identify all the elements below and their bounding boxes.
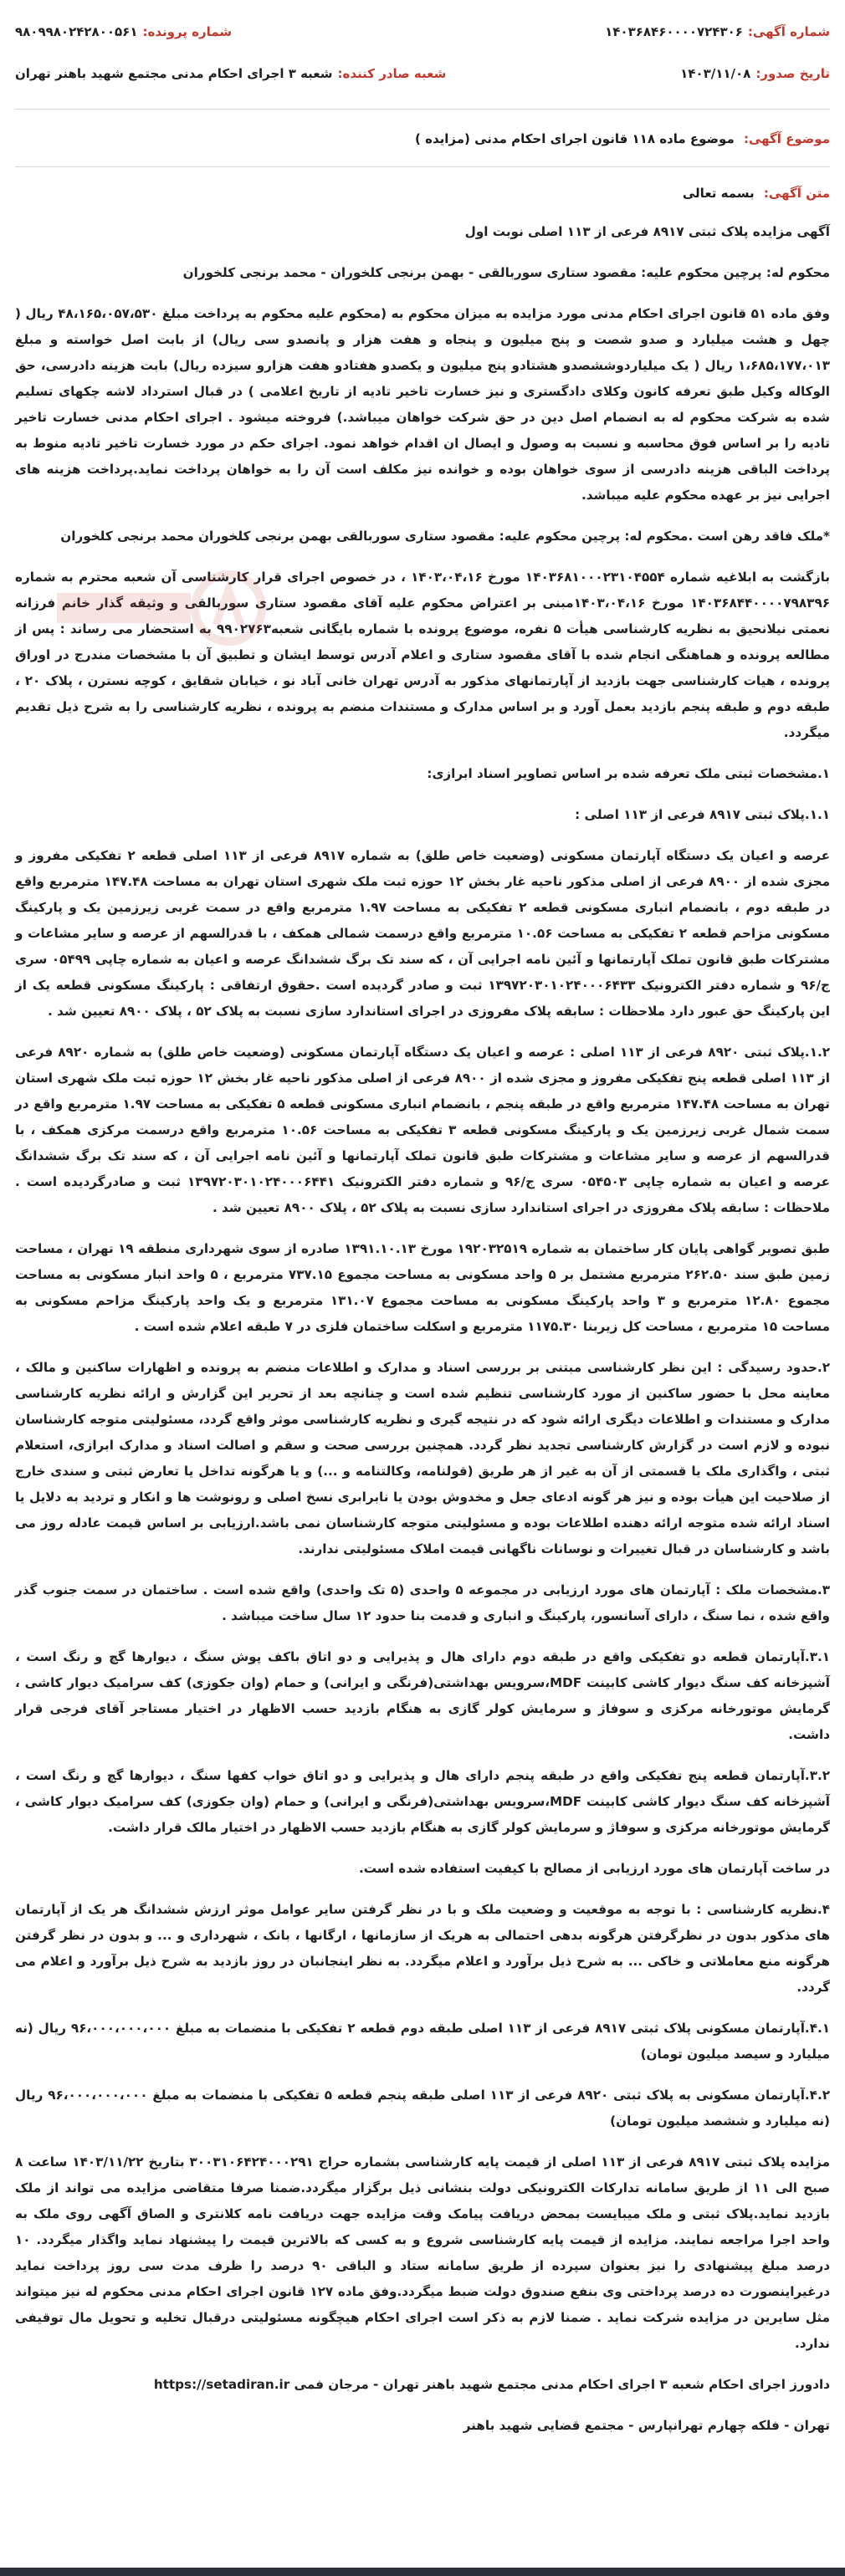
paragraph: ۴.نظریه کارشناسی : با توجه به موقعیت و وضعیت ملک و با در نظر گرفتن سایر عوامل موثر ارزش ششدانگ هر یک از آپارتمان های مذکور بدون در نظرگرفتن هرگونه بدهی احتمالی به هریک از سازمانها ، ارگانها ، بانک ، شهرداری و ... و بدون در نظر گرفتن هرگونه منع معاملاتی و خاکی ... به شرح ذیل برآورد و اعلام میگردد. به نظر اینجانبان در روز بازدید به شرح ذیل برآورد و اعلام می گردد. xyxy=(15,1902,830,1995)
issuing-branch-value: شعبه ۳ اجرای احکام مدنی مجتمع شهید باهنر تهران xyxy=(15,66,333,81)
issue-date xyxy=(680,66,830,81)
footer-bar xyxy=(0,2568,845,2576)
paragraph: ۳.۲.آپارتمان قطعه پنج تفکیکی واقع در طبقه پنجم دارای هال و پذیرایی و دو اتاق خواب کفها سنگ ، دیوارها گچ و رنگ است ، آشپزخانه کف سنگ دیوار کاشی کابینت MDF،سرویس بهداشتی(فرنگی و ایرانی) و حمام (وان جکوزی) کف سرامیک دیوار کاشی ، گرمایش موتورخانه مرکزی و سوفاژ و سرمایش کولر گازی به هنگام بازدید حسب الاظهار در اختیار مالک قرار داشت. xyxy=(15,1768,830,1835)
paragraph: ۱.مشخصات ثبتی ملک تعرفه شده بر اساس تصاویر اسناد ابرازی: xyxy=(427,766,830,781)
issue-date-label: تاریخ صدور: xyxy=(755,66,830,81)
ad-number-label: شماره آگهی: xyxy=(747,24,830,39)
case-number-value: ۹۸۰۹۹۸۰۲۴۲۸۰۰۵۶۱ xyxy=(15,24,138,39)
paragraph: مزایده پلاک ثبتی ۸۹۱۷ فرعی از ۱۱۳ اصلی از قیمت پایه کارشناسی بشماره حراج ۳۰۰۳۱۰۶۴۲۴۰۰۰۲۹۱ بتاریخ ۱۴۰۳/۱۱/۲۲ ساعت ۸ صبح الی ۱۱ از طریق سامانه تدارکات الکترونیکی دولت بنشانی ذیل برگزار میگردد.ضمنا صرفا متقاضی مزایده می تواند از ملک بازدید نماید.پلاک ثبتی و ملک میبایست بمحض دریافت پیامک وقت مزایده جهت دریافت نامه کلانتری و الصاق آگهی روی ملک به واحد اجرا مراجعه نمایند. مزایده از قیمت پایه کارشناسی شروع و به کسی که بالاترین قیمت را پیشنهاد نماید واگذار میگردد. ۱۰ درصد مبلغ پیشنهادی را نیز بعنوان سپرده از طریق سامانه ستاد و الباقی ۹۰ درصد را ظرف مدت سی روز پرداخت نماید درغیراینصورت ده درصد پرداختی وی بنفع صندوق دولت ضبط میگردد.وفق ماده ۱۲۷ قانون اجرای احکام مدنی محکوم له نیز میتواند مثل سایرین در مزایده شرکت نماید . ضمنا لازم به ذکر است اجرای احکام هیچگونه مسئولیتی درقبال تخلیه و تحویل مال توقیفی ندارد. xyxy=(15,2154,831,2351)
case-number-label: شماره پرونده: xyxy=(142,24,233,39)
ad-subject xyxy=(15,120,830,156)
paragraph: *ملک فاقد رهن است .محکوم له: پرچین محکوم علیه: مقصود ستاری سوربالقی بهمن برنجی کلخوران محمد برنجی کلخوران xyxy=(60,529,830,544)
paragraph: در ساخت آپارتمان های مورد ارزیابی از مصالح با کیفیت استفاده شده است. xyxy=(358,1861,830,1876)
paragraph: عرصه و اعیان یک دستگاه آپارتمان مسکونی (وضعیت خاص طلق) به شماره ۸۹۱۷ فرعی از ۱۱۳ اصلی قطعه ۲ تفکیکی مفروز و مجزی شده از ۸۹۰۰ فرعی از اصلی مذکور ناحیه غار بخش ۱۲ حوزه ثبت ملک شهری استان تهران به مساحت ۱۴۷.۴۸ مترمربع واقع در طبقه دوم ، بانضمام انباری مسکونی قطعه ۲ تفکیکی به مساحت ۱.۹۷ مترمربع واقع در سمت غربی زیرزمین یک و پارکینگ مسکونی مزاحم قطعه ۲ تفکیکی به مساحت ۱۰.۵۶ مترمربع واقع درسمت شمالی همکف ، با قدرالسهم از عرصه و سایر مشاعات و مشترکات طبق قانون تملک آپارتمانها و آئین نامه اجرایی آن ، که سند تک برگ ششدانگ عرصه و اعیان به شماره چاپی ۰۵۴۹۹ سری ج/۹۶ و شماره دفتر الکترونیک ۱۳۹۷۲۰۳۰۱۰۲۴۰۰۰۶۴۳۳ ثبت و صادر گردیده است .حقوق ارتفاقی : پارکینگ مسکونی قطعه یک از این پارکینگ حق عبور دارد ملاحظات : سابقه پلاک مفروزی در اجرای استاندارد سازی نسبت به پلاک ۵۲ ، پلاک ۸۹۰۰ تعیین شد . xyxy=(15,848,830,1019)
paragraph-text: دادورز اجرای احکام شعبه ۳ اجرای احکام مدنی مجتمع شهید باهنر تهران - مرجان فمی xyxy=(294,2377,830,2392)
paragraph: ۴.۱.آپارتمان مسکونی پلاک ثبتی ۸۹۱۷ فرعی از ۱۱۳ اصلی طبقه دوم قطعه ۲ تفکیکی با منضمات به مبلغ ۹۶،۰۰۰،۰۰۰،۰۰۰ ریال (نه میلیارد و سیصد میلیون تومان) xyxy=(15,2021,831,2062)
divider xyxy=(15,109,830,110)
paragraph: ۳.۱.آپارتمان قطعه دو تفکیکی واقع در طبقه دوم دارای هال و پذیرایی و دو اتاق باکف پوش سنگ ، دیوارها گچ و رنگ است ، آشپزخانه کف سنگ دیوار کاشی کابینت MDF،سرویس بهداشتی(فرنگی و ایرانی) و حمام (وان جکوزی) کف سرامیک دیوار کاشی ، گرمایش موتورخانه مرکزی و سوفاژ و سرمایش کولر گازی به هنگام بازدید حسب الاظهار در اختیار مستاجر آقای فرجی قرار داشت. xyxy=(15,1649,830,1742)
subject-value: موضوع ماده ۱۱۸ قانون اجرای احکام مدنی (مزایده ) xyxy=(415,131,735,146)
issuing-branch-label: شعبه صادر کننده: xyxy=(337,66,447,81)
paragraph: آگهی مزایده پلاک ثبتی ۸۹۱۷ فرعی از ۱۱۳ اصلی نوبت اول xyxy=(464,224,830,239)
paragraph: طبق تصویر گواهی پایان کار ساختمان به شماره ۱۹۲۰۳۲۵۱۹ مورخ ۱۳۹۱.۱۰.۱۳ صادره از سوی شهرداری منطقه ۱۹ تهران ، مساحت زمین طبق سند ۲۶۲.۵۰ مترمربع مشتمل بر ۵ واحد مسکونی به مساحت مجموع ۷۳۷.۱۵ مترمربع ، ۵ واحد انبار مسکونی به مساحت مجموع ۱۲.۸۰ مترمربع و ۳ واحد پارکینگ مسکونی به مساحت مجموع ۱۳۱.۰۷ مترمربع و یک واحد پارکینگ مزاحم مسکونی به مساحت ۱۵ مترمربع ، مساحت کل زیربنا ۱۱۷۵.۳۰ مترمربع و اسکلت ساختمان فلزی در ۷ طبقه اعلام شده است . xyxy=(15,1241,830,1334)
body-label-row xyxy=(15,186,830,201)
ad-number xyxy=(605,24,830,39)
issue-date-value: ۱۴۰۳/۱۱/۰۸ xyxy=(680,66,751,81)
case-number xyxy=(15,24,232,39)
header-row-1 xyxy=(15,13,830,50)
paragraph: بازگشت به ابلاغیه شماره ۱۴۰۳۶۸۱۰۰۰۲۳۱۰۴۵۵۴ مورخ ۱۴۰۳،۰۴،۱۶ ، در خصوص اجرای قرار کارشناسی آن شعبه محترم به شماره ۱۴۰۳۶۸۴۴۰۰۰۰۷۹۸۳۹۶ مورخ ۱۴۰۳،۰۴،۱۶مبنی بر اعتراض محکوم علیه آقای مقصود ستاری سوربالقی و وثیقه گذار خانم فرزانه نعمتی نیلانحیق به نظریه کارشناسی هیأت ۵ نفره، موضوع پرونده با شماره بایگانی شعبه۹۹۰۲۷۶۳ به استحضار می رساند : پس از مطالعه پرونده و هماهنگی انجام شده با آقای مقصود ستاری و اعلام آدرس توسط ایشان و تطبیق آن با مشخصات مندرج در اوراق پرونده ، هیات کارشناسی جهت بازدید از آپارتمانهای مذکور به آدرس تهران خانی آباد نو ، خیابان شقایق ، کوچه نسترن ، پلاک ۲۰ ، طبقه دوم و طبقه پنجم بازدید بعمل آورد و بر اساس مدارک و مستندات منضم به پرونده ، نظریه کارشناسی را به شرح ذیل تقدیم میگردد. xyxy=(15,570,831,740)
subject-label: موضوع آگهی: xyxy=(743,131,830,146)
ad-body xyxy=(15,177,830,2439)
paragraph: ۴.۲.آپارتمان مسکونی به پلاک ثبتی ۸۹۲۰ فرعی از ۱۱۳ اصلی طبقه پنجم قطعه ۵ تفکیکی با منضمات به مبلغ ۹۶،۰۰۰،۰۰۰،۰۰۰ ریال (نه میلیارد و ششصد میلیون تومان) xyxy=(15,2088,830,2129)
body-opening: بسمه تعالی xyxy=(682,186,755,201)
paragraph: ۱.۱.پلاک ثبتی ۸۹۱۷ فرعی از ۱۱۳ اصلی : xyxy=(575,807,830,822)
header-row-2 xyxy=(15,62,830,99)
paragraph: ۳.مشخصات ملک : آپارتمان های مورد ارزیابی در مجموعه ۵ واحدی (۵ تک واحدی) واقع شده است . ساختمان در سمت جنوب گذر واقع شده ، نما سنگ ، دارای آسانسور، پارکینگ و انباری و قدمت بنا حدود ۱۲ سال ساخت میباشد . xyxy=(15,1582,830,1623)
paragraph: محکوم له: پرچین محکوم علیه: مقصود ستاری سوربالقی - بهمن برنجی کلخوران - محمد برنجی کلخوران xyxy=(182,265,830,280)
paragraph: تهران - فلکه چهارم تهرانپارس - مجتمع قضایی شهید باهنر xyxy=(463,2418,830,2433)
body-label: متن آگهی: xyxy=(763,186,830,201)
paragraph: وفق ماده ۵۱ قانون اجرای احکام مدنی مورد مزایده به میزان محکوم به (محکوم علیه محکوم به پرداخت مبلغ ۴۸،۱۶۵،۰۵۷،۵۳۰ ریال ( چهل و هشت میلیارد و صدو شصت و پنج میلیون و پنجاه و هفت هزار و پانصدو سی ریال) از بابت اصل خواسته و مبلغ ۱،۶۸۵،۱۷۷،۰۱۳ ریال ( یک میلیاردوششصدو هشتادو پنج میلیون و یکصدو هفتادو هفت هزارو سیزده ریال) بابت هزینه دادرسی، حق الوکاله وکیل طبق تعرفه کانون وکلای دادگستری و نیز خسارت تاخیر تادیه از تاریخ اعلامی ) در قبال استرداد لاشه چکهای تسلیم شده به شرکت محکوم له به انضمام اصل دین در حق شرکت خواهان میباشد.) فروخته میشود . اجرای احکام مدنی خسارت تاخیر تادیه را بر اساس فوق محاسبه و نسبت به وصول و ایصال ان اقدام خواهد نمود. اجرای حکم در مورد خسارت تاخیر تادیه منوط به پرداخت الباقی هزینه دادرسی از سوی خواهان بوده و خوانده نیز مکلف است آن را به خواهان پرداخت نماید.پرداخت هزینه های اجرایی نیز بر عهده محکوم علیه میباشد. xyxy=(15,306,830,503)
paragraph xyxy=(15,2372,830,2398)
paragraph: ۲.حدود رسیدگی : این نظر کارشناسی مبتنی بر بررسی اسناد و مدارک و اطلاعات منضم به پرونده و اظهارات ساکنین و مالک ، معاینه محل با حضور ساکنین از مورد کارشناسی تنظیم شده است و چنانچه بعد از تحریر این گزارش و ارائه نظریه کارشناسی مدارک و مستندات و اطلاعات دیگری ارائه شود که در نتیجه گیری و نظریه کارشناسی موثر واقع گردد، مسئولیتی متوجه کارشناسان نبوده و لازم است در گزارش کارشناسی تجدید نظر گردد. همچنین بررسی صحت و سقم و اصالت اسناد و مدارک ابرازی، استعلام ثبتی ، واگذاری ملک یا قسمتی از آن به غیر از هر طریق (قولنامه، وکالتنامه و ...) و یا هرگونه تداخل یا تعارض ثبتی و سندی خارج از صلاحیت این هیأت بوده و نیز هر گونه ادعای جعل و مخدوش بودن یا نابرابری نسخ اصلی و رونوشت ها و انکار و تردید به دلایل یا اسناد ارائه شده متوجه ارائه دهنده اطلاعات بوده و مسئولیتی متوجه کارشناسان نمی باشد.ارزیابی بر اساس قیمت عادله روز می باشد و کارشناسان در قبال تغییرات و نوسانات ناگهانی قیمت املاک مسئولیتی ندارند. xyxy=(15,1360,830,1556)
ad-page xyxy=(0,13,845,2576)
divider xyxy=(15,166,830,167)
setad-link[interactable]: https://setadiran.ir xyxy=(153,2377,290,2392)
paragraph: ۱.۲.پلاک ثبتی ۸۹۲۰ فرعی از ۱۱۳ اصلی : عرصه و اعیان یک دستگاه آپارتمان مسکونی (وضعیت خاص طلق) به شماره ۸۹۲۰ فرعی از ۱۱۳ اصلی قطعه پنج تفکیکی مفروز و مجزی شده از ۸۹۰۰ فرعی از اصلی مذکور ناحیه غار بخش ۱۲ حوزه ثبت ملک شهری استان تهران به مساحت ۱۴۷.۴۸ مترمربع واقع در طبقه پنجم ، بانضمام انباری مسکونی قطعه ۵ تفکیکی به مساحت ۱.۹۷ مترمربع واقع در سمت شمال غربی زیرزمین یک و پارکینگ مسکونی قطعه ۳ تفکیکی به مساحت ۱۰.۵۶ مترمربع واقع درسمت مرکزی همکف ، با قدرالسهم از عرصه و سایر مشاعات و مشترکات طبق قانون تملک آپارتمانها و آئین نامه اجرایی آن ، که سند تک برگ ششدانگ عرصه و اعیان به شماره چاپی ۰۵۴۵۰۳ سری ج/۹۶ و شماره دفتر الکترونیک ۱۳۹۷۲۰۳۰۱۰۲۴۰۰۰۶۴۴۱ ثبت و صادرگردیده است . ملاحظات : سابقه پلاک مفروزی در اجرای استاندارد سازی نسبت به پلاک ۵۲ ، پلاک ۸۹۰۰ تعیین شد . xyxy=(15,1045,831,1215)
ad-number-value: ۱۴۰۳۶۸۴۶۰۰۰۰۷۲۴۳۰۶ xyxy=(605,24,743,39)
issuing-branch xyxy=(15,66,446,81)
